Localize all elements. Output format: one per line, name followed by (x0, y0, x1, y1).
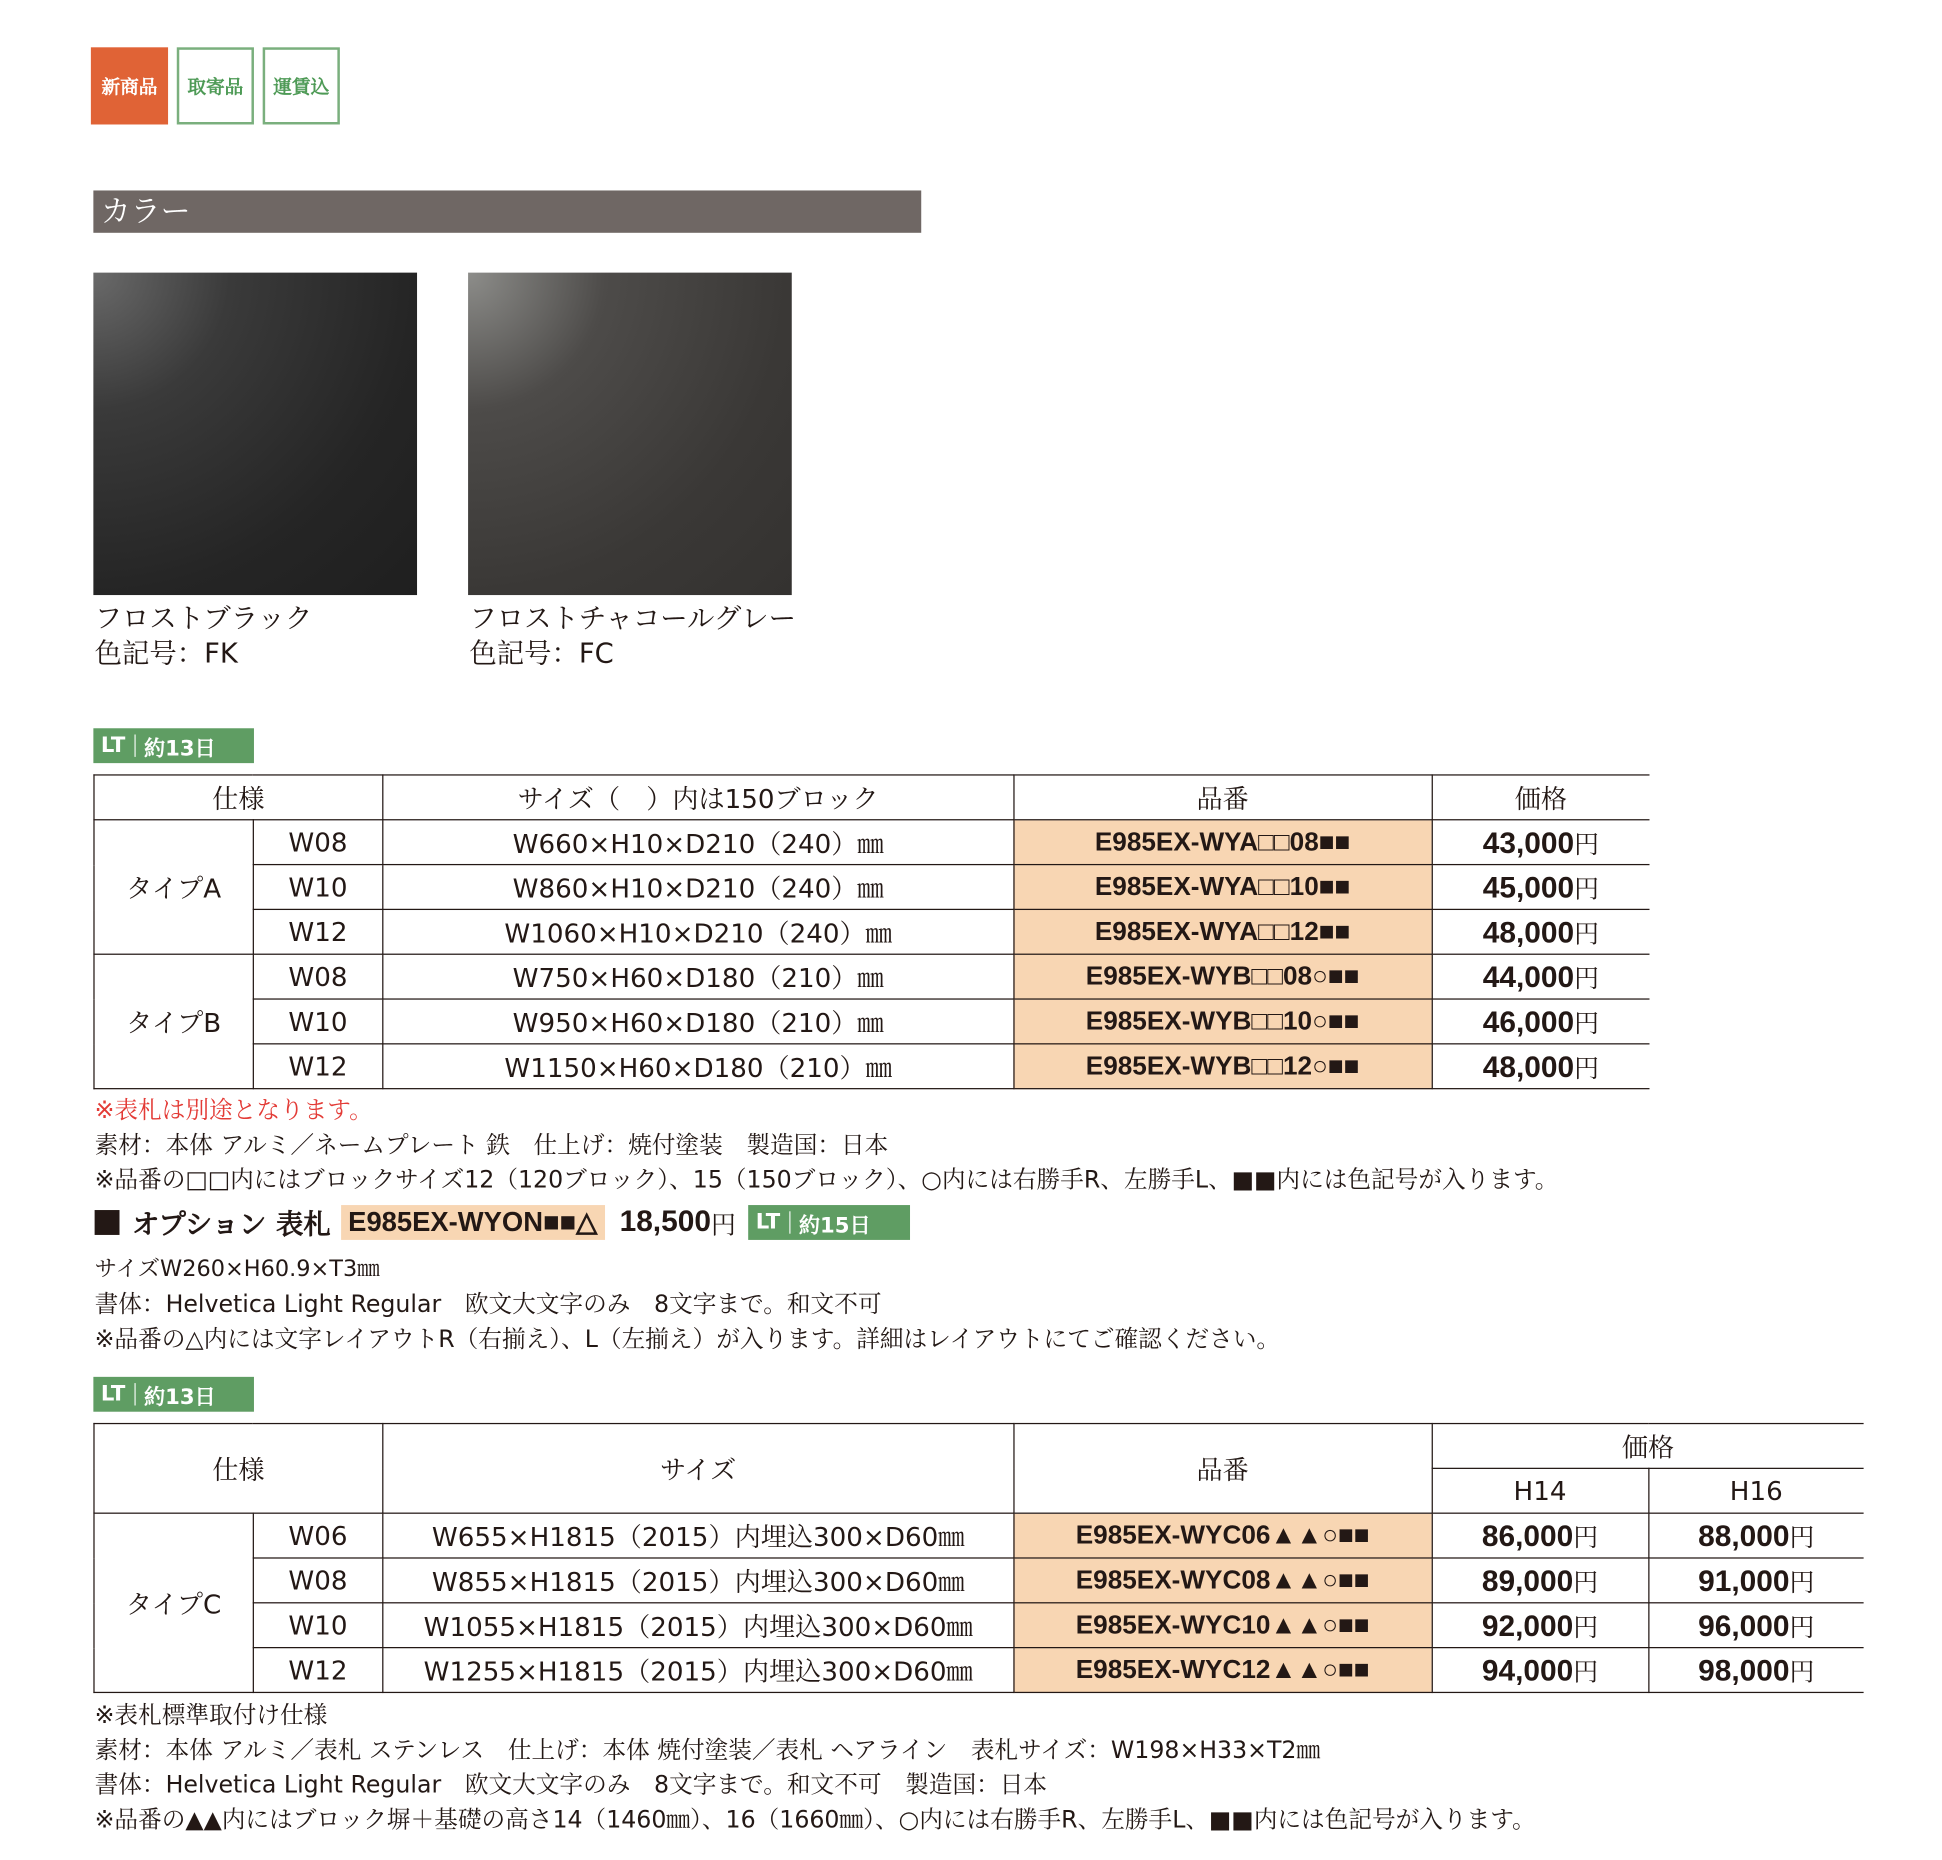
square-bullet-icon (95, 1210, 120, 1235)
price-h16-cell (1648, 1558, 1863, 1603)
price-value: 48,000 (1482, 1050, 1575, 1084)
lead-time-label: LT (755, 1210, 781, 1235)
price-cell (1432, 865, 1650, 910)
col-header-price: 価格 (1432, 1424, 1864, 1469)
width-cell: W08 (253, 954, 382, 999)
width-cell: W10 (253, 865, 382, 910)
price-value: 96,000 (1698, 1609, 1790, 1643)
note-part-number: ※品番の▲▲内にはブロック塀＋基礎の高さ14（1460㎜）、16（1660㎜）、○内には右勝手R、左勝手L、■■内には色記号が入ります。 (94, 1806, 1536, 1834)
section-title-color: カラー (93, 190, 921, 232)
table-row (94, 1513, 1864, 1558)
part-number-cell: E985EX-WYA□□10■■ (1014, 865, 1432, 910)
table-row (94, 1603, 1864, 1648)
option-font: 書体：Helvetica Light Regular 欧文大文字のみ 8文字まで。和文不可 (94, 1290, 882, 1319)
price-h16-cell (1648, 1513, 1863, 1558)
price-h14-cell (1432, 1513, 1649, 1558)
size-cell: W1255×H1815（2015）内埋込300×D60㎜ (383, 1648, 1014, 1693)
note-material: 素材：本体 アルミ／表札 ステンレス 仕上げ：本体 焼付塗装／表札 ヘアライン 表札サイズ：W198×H33×T2㎜ (94, 1736, 1321, 1765)
part-number-cell: E985EX-WYC08▲▲○■■ (1014, 1558, 1432, 1603)
table-row (94, 999, 1650, 1044)
col-header-size: サイズ（ ）内は150ブロック (383, 775, 1014, 820)
col-header-spec: 仕様 (94, 1424, 383, 1514)
price-value: 86,000 (1481, 1519, 1574, 1554)
width-cell: W06 (253, 1513, 382, 1558)
divider (789, 1211, 790, 1233)
yen-unit: 円 (1574, 918, 1600, 948)
price-value: 91,000 (1698, 1564, 1790, 1598)
lead-time-days: 約15日 (798, 1213, 871, 1239)
option-nameplate-row (95, 1204, 911, 1241)
lead-time-badge (93, 1377, 254, 1412)
color-swatch-frost-black (93, 273, 417, 595)
lead-time-label: LT (100, 1381, 126, 1407)
note-font: 書体：Helvetica Light Regular 欧文大文字のみ 8文字まで。和文不可 製造国：日本 (94, 1771, 1048, 1799)
price-value: 46,000 (1482, 1005, 1575, 1039)
price-cell (1432, 820, 1650, 865)
option-title: オプション 表札 (131, 1209, 331, 1241)
type-label: タイプA (94, 820, 253, 954)
yen-unit: 円 (1574, 1007, 1600, 1038)
option-size: サイズW260×H60.9×T3㎜ (94, 1256, 380, 1283)
color-swatch-frost-charcoal-grey (468, 273, 792, 595)
size-cell: W1150×H60×D180（210）㎜ (383, 1044, 1014, 1089)
spec-table-c (93, 1423, 1863, 1693)
note-part-number: ※品番の□□内にはブロックサイズ12（120ブロック）、15（150ブロック）、○内には右勝手R、左勝手L、■■内には色記号が入ります。 (94, 1166, 1559, 1194)
size-cell: W660×H10×D210（240）㎜ (383, 820, 1014, 865)
size-cell: W855×H1815（2015）内埋込300×D60㎜ (383, 1558, 1014, 1603)
width-cell: W12 (253, 1648, 382, 1693)
part-number-cell: E985EX-WYB□□12○■■ (1014, 1044, 1432, 1089)
size-cell: W750×H60×D180（210）㎜ (383, 954, 1014, 999)
width-cell: W10 (253, 1603, 382, 1648)
price-value: 89,000 (1481, 1564, 1574, 1598)
badge-shipping-included: 運賃込 (263, 47, 340, 124)
note-standard-mount: ※表札標準取付け仕様 (94, 1701, 328, 1730)
price-value: 92,000 (1481, 1609, 1574, 1643)
part-number-cell: E985EX-WYB□□08○■■ (1014, 954, 1432, 999)
badge-group (91, 47, 340, 124)
size-cell: W860×H10×D210（240）㎜ (383, 865, 1014, 910)
size-cell: W655×H1815（2015）内埋込300×D60㎜ (383, 1513, 1014, 1558)
color-name: フロストブラック (94, 603, 313, 635)
col-header-size: サイズ (383, 1424, 1014, 1514)
type-label: タイプC (94, 1513, 253, 1692)
divider (134, 1383, 135, 1405)
lead-time-days: 約13日 (143, 1384, 216, 1410)
lead-time-days: 約13日 (143, 736, 216, 762)
price-cell (1432, 999, 1650, 1044)
yen-unit: 円 (1789, 1566, 1815, 1597)
yen-unit: 円 (1573, 1656, 1599, 1687)
divider (134, 734, 135, 756)
part-number-cell: E985EX-WYA□□08■■ (1014, 820, 1432, 865)
col-header-spec: 仕様 (94, 775, 383, 820)
price-value: 45,000 (1482, 870, 1575, 905)
width-cell: W08 (253, 1558, 382, 1603)
lead-time-badge (748, 1205, 910, 1240)
col-header-part-number: 品番 (1014, 775, 1432, 820)
price-value: 98,000 (1698, 1653, 1790, 1688)
width-cell: W12 (253, 1044, 382, 1089)
price-cell (1432, 1044, 1650, 1089)
col-header-h16: H16 (1648, 1468, 1863, 1513)
color-name: フロストチャコールグレー (469, 603, 797, 635)
part-number-cell: E985EX-WYC12▲▲○■■ (1014, 1648, 1432, 1693)
lead-time-badge (93, 728, 254, 763)
lead-time-label: LT (100, 733, 126, 759)
yen-unit: 円 (1573, 1521, 1599, 1552)
color-label-fk (95, 603, 313, 673)
size-cell: W1060×H10×D210（240）㎜ (383, 909, 1014, 954)
table-row (94, 1648, 1864, 1693)
price-h14-cell (1432, 1648, 1649, 1693)
width-cell: W10 (253, 999, 382, 1044)
price-value: 88,000 (1698, 1519, 1790, 1554)
price-value: 48,000 (1482, 915, 1575, 950)
price-cell (1432, 954, 1650, 999)
part-number-cell: E985EX-WYA□□12■■ (1014, 909, 1432, 954)
yen-unit: 円 (1574, 873, 1600, 904)
price-value: 44,000 (1482, 960, 1575, 995)
size-cell: W1055×H1815（2015）内埋込300×D60㎜ (383, 1603, 1014, 1648)
note-nameplate-separate: ※表札は別途となります。 (94, 1096, 373, 1125)
table-row (94, 954, 1650, 999)
yen-unit: 円 (1574, 1052, 1600, 1083)
yen-unit: 円 (1789, 1656, 1815, 1687)
col-header-part-number: 品番 (1014, 1424, 1432, 1514)
price-h14-cell (1432, 1558, 1649, 1603)
yen-unit: 円 (1789, 1611, 1815, 1642)
width-cell: W08 (253, 820, 382, 865)
table-row (94, 865, 1650, 910)
yen-unit: 円 (1574, 828, 1600, 859)
price-value: 43,000 (1482, 825, 1575, 860)
badge-order-item: 取寄品 (177, 47, 254, 124)
yen-unit: 円 (1573, 1566, 1599, 1597)
option-part-number: E985EX-WYON■■△ (341, 1205, 605, 1240)
yen-unit: 円 (1573, 1611, 1599, 1642)
table-row (94, 820, 1650, 865)
width-cell: W12 (253, 909, 382, 954)
table-row (94, 909, 1650, 954)
yen-unit: 円 (710, 1209, 736, 1240)
table-row (94, 1044, 1650, 1089)
color-label-fc (469, 603, 796, 673)
part-number-cell: E985EX-WYC06▲▲○■■ (1014, 1513, 1432, 1558)
color-code: 色記号：FK (94, 638, 238, 670)
option-layout-note: ※品番の△内には文字レイアウトR（右揃え）、L（左揃え）が入ります。詳細はレイアウトにてご確認ください。 (94, 1325, 1281, 1354)
price-h14-cell (1432, 1603, 1649, 1648)
table-row (94, 1558, 1864, 1603)
price-value: 94,000 (1481, 1653, 1574, 1688)
color-code: 色記号：FC (469, 638, 614, 670)
yen-unit: 円 (1574, 962, 1600, 993)
col-header-h14: H14 (1432, 1468, 1649, 1513)
size-cell: W950×H60×D180（210）㎜ (383, 999, 1014, 1044)
badge-new-product: 新商品 (91, 47, 168, 124)
price-cell (1432, 909, 1650, 954)
type-label: タイプB (94, 954, 253, 1088)
price-h16-cell (1648, 1648, 1863, 1693)
col-header-price: 価格 (1432, 775, 1650, 820)
note-material: 素材：本体 アルミ／ネームプレート 鉄 仕上げ：焼付塗装 製造国：日本 (94, 1131, 889, 1160)
spec-table-ab (93, 774, 1649, 1089)
option-price: 18,500 (619, 1205, 711, 1239)
yen-unit: 円 (1789, 1521, 1815, 1552)
price-h16-cell (1648, 1603, 1863, 1648)
part-number-cell: E985EX-WYB□□10○■■ (1014, 999, 1432, 1044)
part-number-cell: E985EX-WYC10▲▲○■■ (1014, 1603, 1432, 1648)
